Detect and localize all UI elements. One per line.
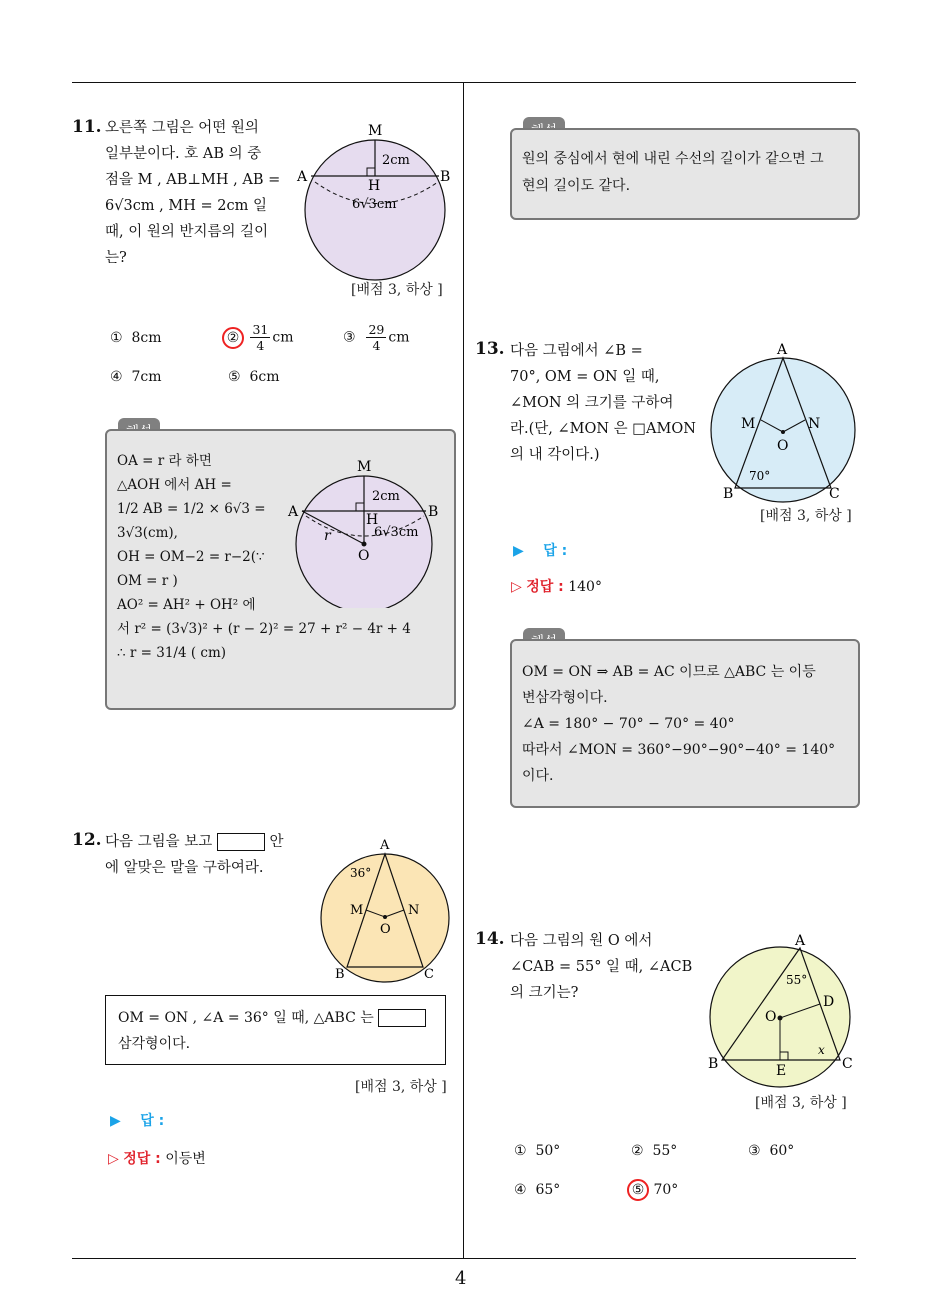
q11-choice-1[interactable]: ① 8cm <box>110 330 162 346</box>
q13-label-b: B <box>723 486 734 502</box>
column-divider <box>463 82 464 1258</box>
q12-label-angle: 36° <box>350 866 372 880</box>
q11-sol-line: OM = r ) <box>117 573 178 589</box>
q14-line: ∠CAB = 55° 일 때, ∠ACB <box>510 959 693 975</box>
q14-label-d: D <box>823 994 835 1010</box>
q11-choice-3[interactable]: ③ $\frac{29}{4}$ cm <box>343 322 410 353</box>
q11-sol-label-h: H <box>366 512 379 528</box>
q12-line2: 에 알맞은 말을 구하여라. <box>105 860 264 876</box>
q11-sol-line: AO² = AH² + OH² 에 <box>117 597 256 613</box>
q13-line: 다음 그림에서 ∠B = <box>510 343 643 359</box>
q14-label-angle: 55° <box>786 973 808 987</box>
q12-correct-value: 이등변 <box>165 1151 206 1167</box>
q13-sol-line: 이다. <box>522 768 554 784</box>
q14-choice-3[interactable]: ③ 60° <box>748 1143 795 1159</box>
q13-line: 라.(단, ∠MON 은 □AMON <box>510 421 696 437</box>
q11-label-a: A <box>297 169 308 185</box>
q14-line: 다음 그림의 원 O 에서 <box>510 933 653 949</box>
q11-sol-line: OH = OM−2 = r−2(∵ <box>117 549 265 565</box>
q11-line: 일부분이다. 호 AB 의 중 <box>105 146 262 162</box>
q13-text <box>510 338 700 468</box>
q14-choice-5[interactable]: ⑤ 70° <box>627 1179 678 1201</box>
q14-choice-2[interactable]: ② 55° <box>631 1143 678 1159</box>
q11-text <box>105 115 285 271</box>
q14-text <box>510 928 700 1006</box>
q14-label-b: B <box>708 1056 719 1072</box>
q13-sol-line: 변삼각형이다. <box>522 690 608 706</box>
q11-solution-figure <box>284 456 444 608</box>
q12-sol-line: 원의 중심에서 현에 내린 수선의 길이가 같으면 그 <box>522 151 824 167</box>
q13-correct: ▷ 정답 : 140° <box>511 579 602 595</box>
q13-answer-label[interactable]: ▶ 답 : <box>513 543 568 559</box>
triangle-outline-icon: ▷ <box>108 1151 119 1167</box>
q11-line: 는? <box>105 250 127 266</box>
q11-label-h: H <box>368 178 381 194</box>
q12-label-b: B <box>335 967 345 982</box>
q12-line1-post: 안 <box>269 834 284 850</box>
q14-number: 14. <box>475 929 505 949</box>
q14-score: [배점 3, 하상 ] <box>755 1095 847 1111</box>
q11-label-b: B <box>440 169 451 185</box>
q11-label-m: M <box>368 123 383 139</box>
q13-figure <box>705 340 860 505</box>
q14-choice-4[interactable]: ④ 65° <box>514 1182 561 1198</box>
play-icon: ▶ <box>513 543 524 559</box>
selected-mark-icon: ② <box>222 327 244 349</box>
play-icon: ▶ <box>110 1113 121 1129</box>
top-rule <box>72 82 856 83</box>
q11-sol-line: 3√3(cm), <box>117 525 178 541</box>
q11-choice-4[interactable]: ④ 7cm <box>110 369 162 385</box>
q12-center <box>383 915 387 919</box>
q11-number: 11. <box>72 117 102 137</box>
q11-sol-label-b: B <box>428 504 439 520</box>
q13-label-a: A <box>777 342 788 358</box>
q13-line: 70°, OM = ON 일 때, <box>510 369 660 385</box>
q11-sol-line: 서 r² = (3√3)² + (r − 2)² = 27 + r² − 4r + 4 <box>117 621 411 637</box>
q12-sol-line: 현의 길이도 같다. <box>522 178 631 194</box>
q13-sol-line: 따라서 ∠MON = 360°−90°−90°−40° = 140° <box>522 742 836 758</box>
q11-sol-label-mh: 2cm <box>372 489 400 504</box>
q13-label-n: N <box>808 416 821 432</box>
q13-label-m: M <box>741 416 756 432</box>
q11-choice-5[interactable]: ⑤ 6cm <box>228 369 280 385</box>
q14-choice-1[interactable]: ① 50° <box>514 1143 561 1159</box>
q11-score: [배점 3, 하상 ] <box>351 282 443 298</box>
q14-label-x: x <box>818 1043 825 1057</box>
q11-choice-2[interactable]: ② $\frac{31}{4}$ cm <box>222 322 293 353</box>
q12-box-line2: 삼각형이다. <box>118 1036 191 1052</box>
q12-line1-pre: 다음 그림을 보고 <box>105 834 213 850</box>
q14-center <box>778 1016 783 1021</box>
q11-sol-line: △AOH 에서 AH = <box>117 477 232 493</box>
q13-sol-line: OM = ON ⇒ AB = AC 이므로 △ABC 는 이등 <box>522 664 816 680</box>
answer-blank <box>217 833 265 851</box>
q13-line: ∠MON 의 크기를 구하여 <box>510 395 674 411</box>
q12-label-c: C <box>424 967 434 982</box>
q12-correct: ▷ 정답 : 이등변 <box>108 1151 206 1167</box>
q11-sol-line: 1/2 AB = 1/2 × 6√3 = <box>117 501 266 517</box>
q12-label-n: N <box>408 903 420 918</box>
answer-blank <box>378 1009 426 1027</box>
q12-number: 12. <box>72 830 102 850</box>
q14-label-a: A <box>795 933 806 949</box>
q11-line: 6√3cm , MH = 2cm 일 <box>105 198 267 214</box>
q11-line: 점을 M , AB⊥MH , AB = <box>105 172 281 188</box>
q13-number: 13. <box>475 339 505 359</box>
q14-label-o: O <box>765 1009 777 1025</box>
q12-figure <box>315 835 455 983</box>
q11-line: 때, 이 원의 반지름의 길이 <box>105 224 269 240</box>
triangle-outline-icon: ▷ <box>511 579 522 595</box>
q13-label-c: C <box>829 486 840 502</box>
q13-label-o: O <box>777 438 789 454</box>
q14-label-e: E <box>776 1063 787 1079</box>
q12-score: [배점 3, 하상 ] <box>355 1079 447 1095</box>
q11-figure <box>290 120 460 285</box>
q11-line: 오른쪽 그림은 어떤 원의 <box>105 120 259 136</box>
q11-label-ab: 6√3cm <box>352 197 397 212</box>
q11-sol-line: OA = r 라 하면 <box>117 453 212 469</box>
q12-text <box>105 829 315 881</box>
q11-sol-label-a: A <box>288 504 299 520</box>
q14-figure <box>700 932 860 1092</box>
q11-sol-label-o: O <box>358 548 370 564</box>
q13-solution-text <box>522 659 852 789</box>
q14-line: 의 크기는? <box>510 985 579 1001</box>
q11-sol-label-m: M <box>357 459 372 475</box>
q13-score: [배점 3, 하상 ] <box>760 508 852 524</box>
q12-answer-label[interactable]: ▶ 답 : <box>110 1113 165 1129</box>
q12-label-a: A <box>380 838 390 853</box>
q11-sol-label-ab: 6√3cm <box>374 525 419 540</box>
q12-statement-box <box>105 995 446 1065</box>
q13-sol-line: ∠A = 180° − 70° − 70° = 40° <box>522 716 735 732</box>
q11-sol-line: ∴ r = 31/4 ( cm) <box>117 645 227 661</box>
q14-label-c: C <box>842 1056 853 1072</box>
bottom-rule <box>72 1258 856 1259</box>
q12-label-m: M <box>350 903 364 918</box>
q13-center <box>781 430 785 434</box>
q12-label-o: O <box>380 922 391 937</box>
q13-label-angle: 70° <box>749 469 771 483</box>
page-number: 4 <box>455 1268 467 1289</box>
q13-correct-value: 140° <box>568 579 602 595</box>
q12-solution-text <box>522 146 852 200</box>
q13-line: 의 내 각이다.) <box>510 447 600 463</box>
selected-mark-icon: ⑤ <box>627 1179 649 1201</box>
q11-label-mh: 2cm <box>382 153 410 168</box>
q11-sol-center <box>362 542 367 547</box>
q11-sol-label-r: r <box>324 528 331 544</box>
q12-box-line1: OM = ON , ∠A = 36° 일 때, △ABC 는 <box>118 1010 374 1026</box>
